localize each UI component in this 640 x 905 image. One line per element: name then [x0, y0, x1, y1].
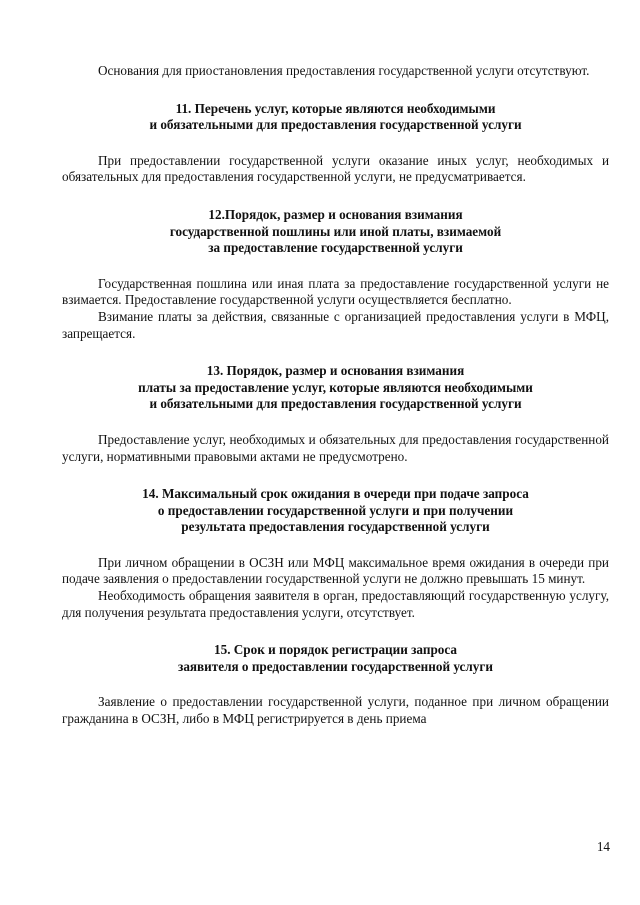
section-heading [62, 642, 609, 675]
heading-line: за предоставление государственной услуги [208, 240, 463, 256]
heading-line: 14. Максимальный срок ожидания в очереди при подаче запроса [142, 486, 529, 502]
section-paragraph: Заявление о предоставлении государственной услуги, поданное при личном обращении гражданина в ОСЗН, либо в МФЦ регистрируется в день приема [62, 694, 609, 727]
section-14 [62, 486, 609, 621]
heading-line: 12.Порядок, размер и основания взимания [208, 206, 463, 222]
heading-line: и обязательными для предоставления государственной услуги [149, 396, 522, 412]
page-number: 14 [596, 839, 610, 854]
section-heading [62, 486, 609, 536]
section-12 [62, 207, 609, 342]
section-paragraph: Государственная пошлина или иная плата за предоставление государственной услуги не взимается. Предоставление государственной услуги осуществляется бесплатно. [62, 275, 609, 308]
section-paragraph: Необходимость обращения заявителя в орган, предоставляющий государственную услугу, для получения результата предоставления услуги, отсутствует. [62, 588, 609, 620]
heading-line: государственной пошлины или иной платы, взимаемой [169, 223, 502, 239]
heading-line: 15. Срок и порядок регистрации запроса [214, 642, 457, 658]
section-paragraph: При предоставлении государственной услуги оказание иных услуг, необходимых и обязательных для предоставления государственной услуги, не предусматривается. [62, 152, 609, 185]
section-15 [62, 642, 609, 727]
section-paragraph: При личном обращении в ОСЗН или МФЦ максимальное время ожидания в очереди при подаче заявления о предоставлении государственной услуги не должно превышать 15 минут. [62, 554, 609, 587]
section-heading [62, 363, 609, 413]
document-page [62, 63, 609, 728]
heading-line: и обязательными для предоставления государственной услуги [149, 117, 522, 133]
section-heading [62, 101, 609, 134]
section-11 [62, 101, 609, 186]
intro-paragraph: Основания для приостановления предоставления государственной услуги отсутствуют. [98, 63, 590, 78]
section-paragraph: Предоставление услуг, необходимых и обязательных для предоставления государственной услуги, нормативными правовыми актами не предусмотрено. [62, 431, 609, 464]
heading-line: заявителя о предоставлении государственной услуги [178, 658, 493, 674]
section-paragraph: Взимание платы за действия, связанные с организацией предоставления услуги в МФЦ, запрещается. [62, 308, 609, 341]
heading-line: 11. Перечень услуг, которые являются необходимыми [175, 100, 496, 116]
heading-line: 13. Порядок, размер и основания взимания [206, 363, 465, 379]
heading-line: платы за предоставление услуг, которые являются необходимыми [138, 379, 533, 395]
heading-line: о предоставлении государственной услуги и при получении [157, 502, 514, 518]
section-heading [62, 207, 609, 257]
heading-line: результата предоставления государственной услуги [181, 519, 490, 535]
section-13 [62, 363, 609, 465]
